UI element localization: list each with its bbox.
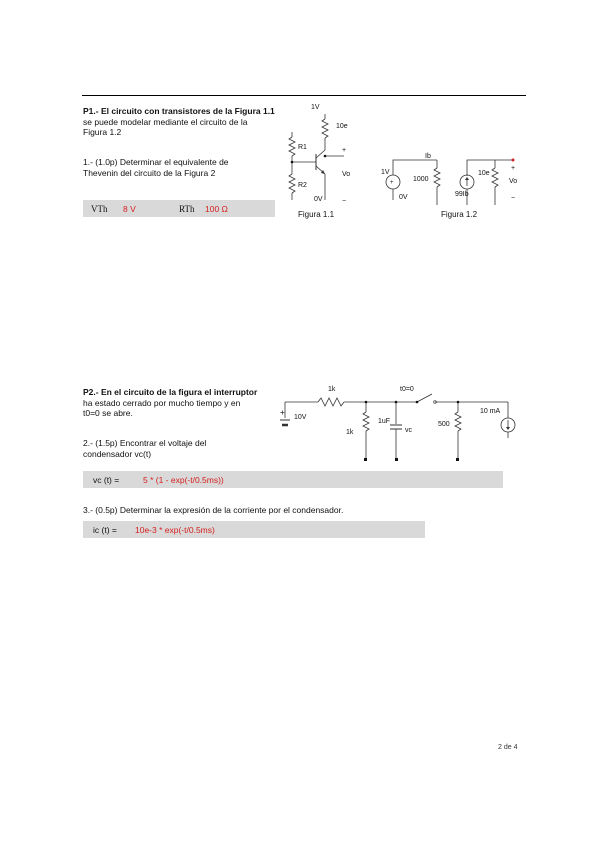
fig11-resistor-top — [322, 119, 328, 138]
p1-intro-line3: Figura 1.2 — [83, 127, 122, 137]
fig11-resistor-r1 — [289, 137, 295, 156]
fig12-plus: + — [511, 165, 516, 172]
vc-answer-box — [83, 471, 503, 488]
thevenin-answer-box — [83, 200, 275, 217]
q2-statement — [83, 438, 283, 459]
fig12-caption: Figura 1.2 — [441, 210, 478, 219]
ic-value: 10e-3 * exp(-t/0.5ms) — [135, 525, 215, 535]
fig12-v0: 0V — [399, 194, 408, 201]
p2-resistor-left — [363, 412, 369, 431]
p2-r-left-label: 1k — [346, 429, 354, 436]
svg-text:+: + — [390, 180, 394, 186]
fig12-minus: − — [511, 195, 516, 202]
ic-label: ic (t) = — [93, 525, 117, 535]
p2-isrc-label: 10 mA — [480, 408, 501, 415]
fig12-ib: Ib — [425, 153, 431, 160]
p2-intro-line2: ha estado cerrado por mucho tiempo y en — [83, 397, 241, 408]
figure-1-1 — [280, 100, 360, 220]
fig12-r-mid: 1000 — [413, 176, 429, 183]
p2-intro-line1: P2.- En el circuito de la figura el interruptor — [83, 387, 258, 397]
p2-switch-label: t0=0 — [400, 386, 414, 393]
q3-statement: 3.- (0.5p) Determinar la expresión de la corriente por el condensador. — [83, 505, 344, 515]
fig12-r-right: 10e — [478, 170, 490, 177]
fig12-resistor-mid — [434, 168, 440, 187]
vc-label: vc (t) = — [93, 475, 120, 485]
fig12-vo: Vo — [509, 178, 518, 185]
rth-label: RTh — [179, 204, 195, 214]
header-rule — [82, 95, 526, 96]
fig11-vo: Vo — [342, 171, 351, 178]
ic-answer-box — [83, 521, 425, 538]
vth-value: 8 V — [123, 204, 136, 214]
fig11-resistor-r2 — [289, 174, 295, 193]
p2-r-series-label: 1k — [328, 386, 336, 393]
p1-statement — [83, 106, 293, 138]
fig11-vcc: 1V — [311, 104, 320, 111]
page-number: 2 de 4 — [498, 744, 518, 751]
figure-1-2 — [375, 150, 525, 222]
rth-value: 100 Ω — [205, 204, 228, 214]
q2-line2: condensador vc(t) — [83, 448, 152, 459]
p2-resistor-right — [455, 412, 461, 431]
fig12-beta-ib: 99Ib — [455, 191, 469, 198]
p2-cap-label: 1uF — [378, 418, 391, 425]
p2-statement — [83, 387, 283, 419]
p2-resistor-series — [318, 398, 344, 406]
p2-vsrc-label: 10V — [294, 414, 307, 421]
p2-intro-line3: t0=0 se abre. — [83, 408, 133, 418]
fig11-r2-label: R2 — [298, 182, 307, 189]
fig11-zero: 0V — [314, 196, 323, 203]
q1-line2: Thevenin del circuito de la Figura 2 — [83, 167, 216, 178]
fig11-plus: + — [342, 147, 347, 154]
p1-intro-line1: P1.- El circuito con transistores de la Figura 1.1 — [83, 106, 275, 116]
fig11-minus: − — [342, 198, 347, 205]
q2-line1: 2.- (1.5p) Encontrar el voltaje del — [83, 438, 207, 448]
p2-vc-label: vc — [405, 427, 412, 434]
vc-value: 5 * (1 - exp(-t/0.5ms)) — [143, 475, 224, 485]
fig12-v-src: 1V — [381, 169, 390, 176]
fig11-r-top-label: 10e — [336, 123, 348, 130]
q1-statement — [83, 157, 293, 178]
svg-text:+: + — [280, 408, 285, 417]
p2-switch — [417, 394, 432, 402]
q1-line1: 1.- (1.0p) Determinar el equivalente de — [83, 157, 229, 167]
p2-r-right-label: 500 — [438, 421, 450, 428]
fig12-resistor-right — [492, 168, 498, 187]
vth-label: VTh — [91, 204, 108, 214]
fig11-caption: Figura 1.1 — [298, 210, 335, 219]
p2-circuit — [280, 380, 520, 465]
fig11-r1-label: R1 — [298, 144, 307, 151]
p1-intro-line2: se puede modelar mediante el circuito de la — [83, 116, 248, 127]
